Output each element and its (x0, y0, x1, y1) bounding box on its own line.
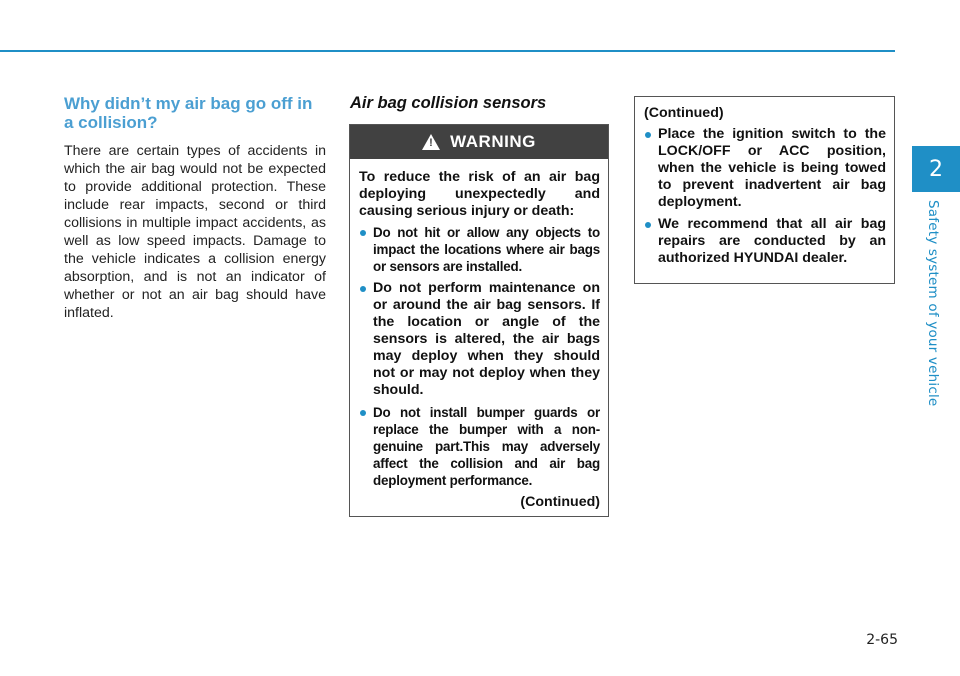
chapter-side-title: Safety system of your vehicle (925, 200, 941, 407)
header-rule (0, 50, 895, 52)
bullet-dot-icon (360, 410, 366, 416)
warning-bullet-text: Do not hit or allow any objects to impact the locations where air bags or sensors are installed. (373, 225, 600, 274)
continuation-bullet-list (644, 126, 886, 267)
bullet-dot-icon (645, 132, 651, 138)
continuation-bullet-text: Place the ignition switch to the LOCK/OFF or ACC position, when the vehicle is being towed to prevent inadvertent air bag deployment. (658, 126, 886, 210)
warning-body (350, 159, 608, 511)
continuation-label: (Continued) (644, 105, 724, 121)
warning-intro: To reduce the risk of an air bag deploying unexpectedly and causing serious injury or death: (359, 169, 600, 219)
warning-bullet-text: Do not perform maintenance on or around the air bag sensors. If the location or angle of the sensors is altered, the air bags may deploy when they should not or may not deploy when they should. (373, 280, 600, 398)
bullet-dot-icon (360, 230, 366, 236)
warning-box (349, 124, 609, 517)
chapter-number: 2 (929, 156, 943, 182)
warning-continued: (Continued) (520, 494, 600, 510)
section-title: Air bag collision sensors (350, 94, 547, 112)
warning-bullet (359, 224, 600, 275)
faq-heading: Why didn’t my air bag go off in a collision? (64, 94, 313, 132)
faq-body: There are certain types of accidents in which the air bag would not be expected to provide additional protection. These include rear impacts, second or third collisions in multiple impact accidents, as well as low speed impacts. Damage to the vehicle indicates a collision energy absorption, and is not an indicator of whether or not an air bag should have inflated. (64, 143, 326, 321)
page-number: 2-65 (866, 632, 898, 648)
bullet-dot-icon (645, 222, 651, 228)
warning-triangle-icon: ! (422, 134, 440, 150)
warning-bullet-list (359, 224, 600, 489)
continuation-box (634, 96, 895, 284)
continuation-bullet (644, 216, 886, 267)
chapter-tab (912, 146, 960, 192)
continuation-bullet-text: We recommend that all air bag repairs are conducted by an authorized HYUNDAI dealer. (658, 216, 886, 266)
warning-bullet-text: Do not install bumper guards or replace the bumper with a non-genuine part.This may adversely affect the collision and air bag deployment performance. (373, 405, 600, 488)
warning-label: WARNING (450, 132, 536, 151)
faq-column (64, 94, 326, 322)
warning-bullet (359, 404, 600, 489)
warning-header (350, 125, 608, 159)
continuation-bullet (644, 126, 886, 211)
bullet-dot-icon (360, 286, 366, 292)
warning-bullet (359, 280, 600, 399)
